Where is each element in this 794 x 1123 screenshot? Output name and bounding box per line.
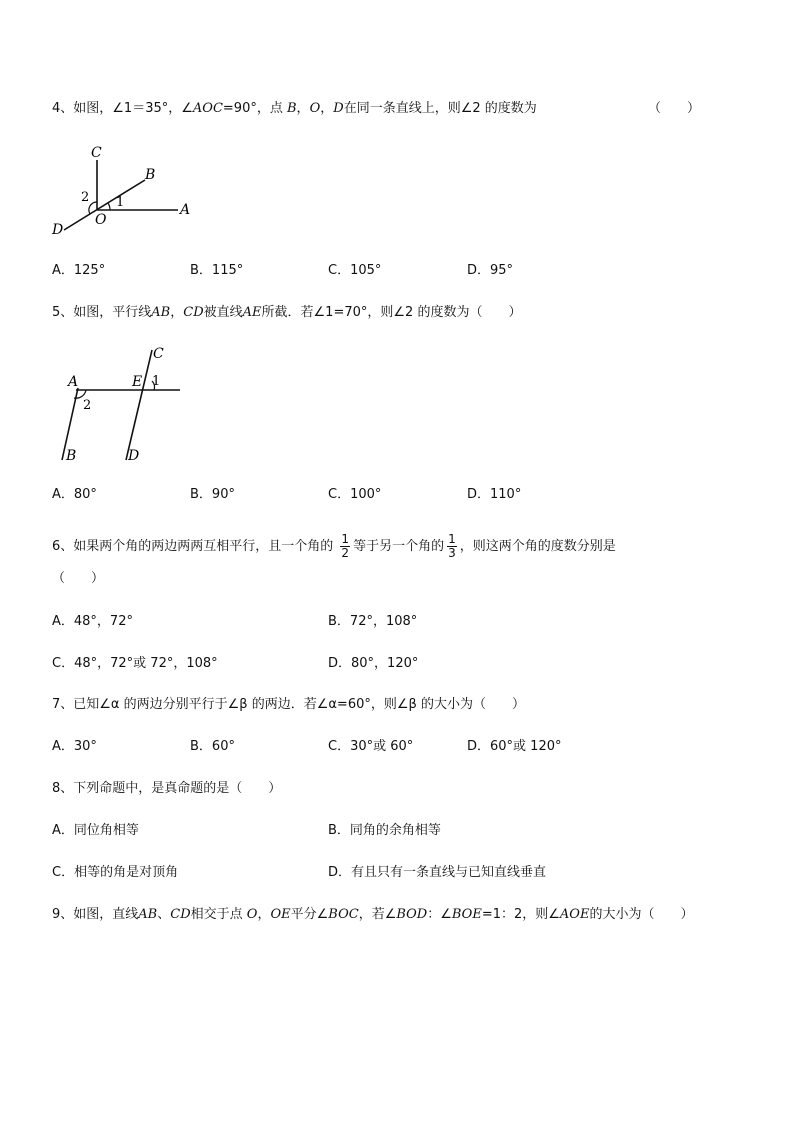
q6-answer-paren: （ ） xyxy=(52,571,105,586)
q4-label-a: A xyxy=(180,202,191,218)
q5-stem: 5、如图，平行线AB，CD被直线AE所截．若∠1=70°，则∠2 的度数为（ ） xyxy=(52,305,522,320)
q5-option-b: B．90° xyxy=(190,487,235,502)
q4-option-b: B．115° xyxy=(190,263,244,278)
q7-stem: 7、已知∠α 的两边分别平行于∠β 的两边．若∠α=60°，则∠β 的大小为（ ） xyxy=(52,697,525,712)
q6-option-a: A．48°，72° xyxy=(52,614,133,629)
q4-label-d: D xyxy=(52,222,64,238)
q5-label-b: B xyxy=(66,448,77,464)
q7-option-c: C．30°或 60° xyxy=(328,739,414,754)
q4-label-b: B xyxy=(145,167,156,183)
q4-angle1-arc xyxy=(108,203,110,210)
q4-label-1: 1 xyxy=(116,195,125,210)
q5-figure xyxy=(50,340,190,465)
q8-option-a: A．同位角相等 xyxy=(52,823,139,838)
q6-stem: 6、如果两个角的两边两两互相平行，且一个角的 $\frac{1}{2}$ 等于另一个角的 $\frac{1}{3}$ ，则这两个角的度数分别是 xyxy=(52,532,616,560)
q5-label-2: 2 xyxy=(83,398,92,413)
q8-option-d: D．有且只有一条直线与已知直线垂直 xyxy=(328,865,547,880)
q5-line-cd xyxy=(126,350,152,460)
q6-fraction-third: $\frac{1}{3}$ xyxy=(448,532,456,560)
q5-option-a: A．80° xyxy=(52,487,97,502)
q4-label-c: C xyxy=(91,145,102,161)
q8-option-b: B．同角的余角相等 xyxy=(328,823,441,838)
q5-label-a: A xyxy=(68,374,79,390)
q7-option-a: A．30° xyxy=(52,739,97,754)
q6-fraction-half: $\frac{1}{2}$ xyxy=(341,532,350,560)
q6-option-d: D．80°，120° xyxy=(328,656,419,671)
q8-option-c: C．相等的角是对顶角 xyxy=(52,865,179,880)
q4-figure xyxy=(50,140,200,240)
q4-option-d: D．95° xyxy=(467,263,514,278)
q8-stem: 8、下列命题中，是真命题的是（ ） xyxy=(52,781,282,796)
q5-label-e: E xyxy=(132,374,143,390)
q6-option-c: C．48°，72°或 72°，108° xyxy=(52,656,218,671)
q5-label-d: D xyxy=(128,448,140,464)
q4-option-a: A．125° xyxy=(52,263,106,278)
q5-label-c: C xyxy=(153,346,164,362)
q5-label-1: 1 xyxy=(152,374,161,389)
q5-option-d: D．110° xyxy=(467,487,522,502)
q4-answer-paren: （ ） xyxy=(648,101,701,116)
q4-label-2: 2 xyxy=(81,190,90,205)
q4-label-o: O xyxy=(95,212,107,228)
q4-option-c: C．105° xyxy=(328,263,382,278)
q6-option-b: B．72°，108° xyxy=(328,614,418,629)
q7-option-d: D．60°或 120° xyxy=(467,739,562,754)
q9-stem: 9、如图，直线AB、CD相交于点 O，OE平分∠BOC，若∠BOD：∠BOE=1：2，则∠AOE的大小为（ ） xyxy=(52,907,694,922)
q5-option-c: C．100° xyxy=(328,487,382,502)
q4-stem: 4、如图，∠1＝35°，∠AOC=90°，点 B，O，D在同一条直线上，则∠2 的度数为 xyxy=(52,101,537,116)
q7-option-b: B．60° xyxy=(190,739,235,754)
